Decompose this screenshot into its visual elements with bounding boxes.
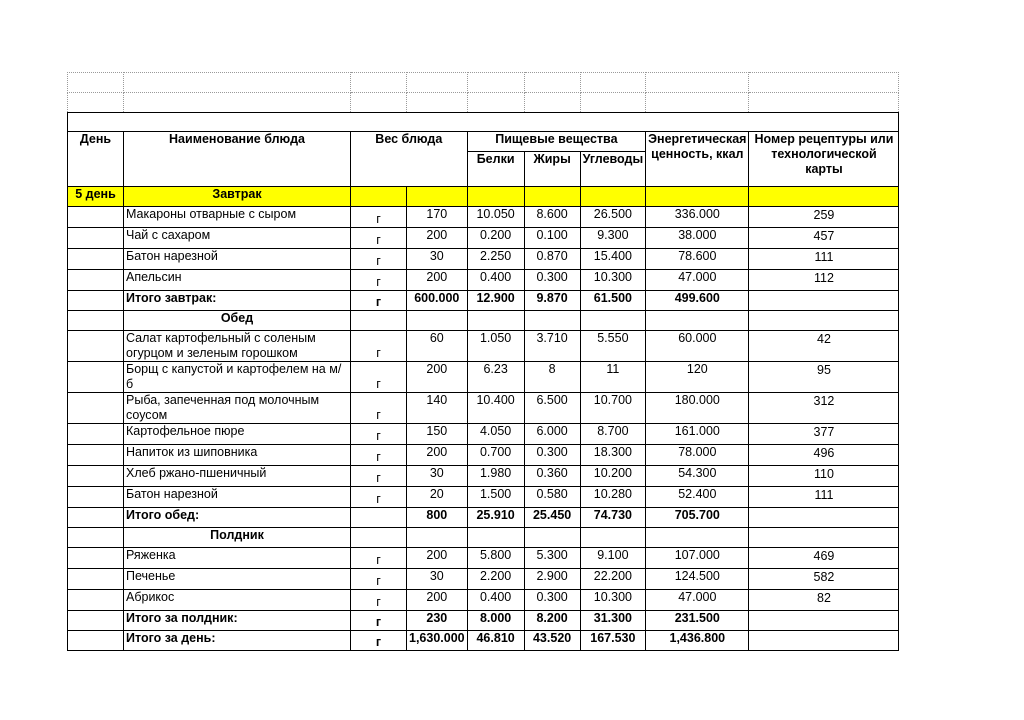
proteins: 1.980 [467,466,524,487]
fats: 2.900 [524,569,580,590]
dish-name: Абрикос [124,590,351,611]
proteins: 0.400 [467,270,524,291]
carbs: 5.550 [580,331,646,362]
unit: г [351,445,407,466]
carbs: 10.280 [580,487,646,508]
day-cell [68,362,124,393]
empty-grid-row [68,73,899,93]
fats: 5.300 [524,548,580,569]
menu-table [67,72,899,651]
fats: 0.300 [524,590,580,611]
unit: г [351,590,407,611]
header-weight: Вес блюда [351,132,468,187]
table-row [68,228,899,249]
proteins: 1.050 [467,331,524,362]
day-cell [68,249,124,270]
day-cell [68,487,124,508]
recipe-number: 95 [749,362,899,393]
empty-cell [467,311,524,331]
recipe-number: 82 [749,590,899,611]
weight: 150 [407,424,468,445]
unit [351,508,407,528]
weight: 600.000 [407,291,468,311]
carbs: 18.300 [580,445,646,466]
carbs: 9.100 [580,548,646,569]
section-row [68,528,899,548]
unit: г [351,487,407,508]
fats: 8.200 [524,611,580,631]
dish-name: Батон нарезной [124,487,351,508]
table-row [68,270,899,291]
table-row [68,207,899,228]
recipe-number: 111 [749,249,899,270]
proteins: 25.910 [467,508,524,528]
dish-name: Рыба, запеченная под молочным соусом [124,393,351,424]
header-day: День [68,132,124,187]
section-title: Полдник [124,528,351,548]
header-row [68,132,899,152]
total-label: Итого за день: [124,631,351,651]
table-row [68,548,899,569]
day-cell [68,393,124,424]
recipe-number: 496 [749,445,899,466]
total-label: Итого завтрак: [124,291,351,311]
header-energy: Энергетическая ценность, ккал [646,132,749,187]
total-row [68,291,899,311]
table-row [68,445,899,466]
empty-cell [351,311,407,331]
weight: 200 [407,228,468,249]
energy: 705.700 [646,508,749,528]
day-cell [68,548,124,569]
header-proteins: Белки [467,152,524,187]
carbs: 8.700 [580,424,646,445]
unit: г [351,249,407,270]
unit: г [351,362,407,393]
day-cell [68,331,124,362]
unit: г [351,291,407,311]
fats: 0.300 [524,270,580,291]
day-cell [68,528,124,548]
dish-name: Печенье [124,569,351,590]
fats: 0.360 [524,466,580,487]
fats: 0.580 [524,487,580,508]
dish-name: Чай с сахаром [124,228,351,249]
total-label: Итого обед: [124,508,351,528]
unit: г [351,424,407,445]
recipe-number: 312 [749,393,899,424]
day-cell [68,631,124,651]
fats: 0.300 [524,445,580,466]
empty-cell [524,528,580,548]
section-title-breakfast: Завтрак [124,187,351,207]
empty-cell [749,528,899,548]
unit: г [351,228,407,249]
carbs: 74.730 [580,508,646,528]
day-cell [68,270,124,291]
dish-name: Апельсин [124,270,351,291]
carbs: 11 [580,362,646,393]
total-row [68,508,899,528]
proteins: 12.900 [467,291,524,311]
total-label: Итого за полдник: [124,611,351,631]
carbs: 10.300 [580,590,646,611]
unit: г [351,611,407,631]
carbs: 26.500 [580,207,646,228]
table-row [68,249,899,270]
fats: 3.710 [524,331,580,362]
dish-name: Ряженка [124,548,351,569]
empty-cell [524,311,580,331]
table-row [68,590,899,611]
unit: г [351,548,407,569]
empty-cell [646,311,749,331]
weight: 140 [407,393,468,424]
recipe-number: 259 [749,207,899,228]
carbs: 167.530 [580,631,646,651]
weight: 20 [407,487,468,508]
weight: 30 [407,249,468,270]
proteins: 10.050 [467,207,524,228]
empty-cell [351,528,407,548]
weight: 800 [407,508,468,528]
fats: 6.000 [524,424,580,445]
table-row [68,362,899,393]
carbs: 22.200 [580,569,646,590]
weight: 200 [407,445,468,466]
header-fats: Жиры [524,152,580,187]
carbs: 10.700 [580,393,646,424]
fats: 0.100 [524,228,580,249]
day-cell [68,569,124,590]
proteins: 46.810 [467,631,524,651]
recipe-number [749,508,899,528]
day-cell [68,508,124,528]
dish-name: Батон нарезной [124,249,351,270]
recipe-number: 112 [749,270,899,291]
dish-name: Борщ с капустой и картофелем на м/б [124,362,351,393]
empty-cell [407,528,468,548]
carbs: 9.300 [580,228,646,249]
recipe-number [749,631,899,651]
day-cell [68,424,124,445]
weight: 60 [407,331,468,362]
energy: 54.300 [646,466,749,487]
energy: 78.000 [646,445,749,466]
empty-cell [580,311,646,331]
fats: 8.600 [524,207,580,228]
proteins: 10.400 [467,393,524,424]
recipe-number: 582 [749,569,899,590]
unit: г [351,393,407,424]
proteins: 1.500 [467,487,524,508]
empty-cell [646,528,749,548]
energy: 78.600 [646,249,749,270]
weight: 200 [407,590,468,611]
energy: 231.500 [646,611,749,631]
weight: 200 [407,548,468,569]
fats: 8 [524,362,580,393]
recipe-number [749,291,899,311]
energy: 1,436.800 [646,631,749,651]
fats: 0.870 [524,249,580,270]
carbs: 10.200 [580,466,646,487]
table-row [68,487,899,508]
unit: г [351,631,407,651]
table-row [68,569,899,590]
header-dish-name: Наименование блюда [124,132,351,187]
header-nutrients: Пищевые вещества [467,132,646,152]
dish-name: Картофельное пюре [124,424,351,445]
proteins: 4.050 [467,424,524,445]
proteins: 5.800 [467,548,524,569]
proteins: 6.23 [467,362,524,393]
energy: 120 [646,362,749,393]
proteins: 8.000 [467,611,524,631]
day-cell [68,445,124,466]
weight: 1,630.000 [407,631,468,651]
carbs: 61.500 [580,291,646,311]
day-cell [68,466,124,487]
day-cell [68,228,124,249]
unit: г [351,466,407,487]
energy: 52.400 [646,487,749,508]
header-carbs: Углеводы [580,152,646,187]
day-cell [68,611,124,631]
unit: г [351,207,407,228]
empty-cell [407,311,468,331]
breakfast-section-row [68,187,899,207]
unit: г [351,569,407,590]
proteins: 2.200 [467,569,524,590]
weight: 230 [407,611,468,631]
total-row [68,631,899,651]
carbs: 31.300 [580,611,646,631]
weight: 30 [407,466,468,487]
empty-cell [467,528,524,548]
section-row [68,311,899,331]
energy: 107.000 [646,548,749,569]
table-row [68,424,899,445]
fats: 25.450 [524,508,580,528]
energy: 60.000 [646,331,749,362]
energy: 47.000 [646,590,749,611]
table-row [68,393,899,424]
recipe-number [749,611,899,631]
header-recipe: Номер рецептуры или технологической карты [749,132,899,187]
recipe-number: 110 [749,466,899,487]
energy: 161.000 [646,424,749,445]
proteins: 0.400 [467,590,524,611]
weight: 170 [407,207,468,228]
section-title: Обед [124,311,351,331]
recipe-number: 469 [749,548,899,569]
day-cell [68,207,124,228]
day-cell [68,291,124,311]
weight: 200 [407,270,468,291]
proteins: 2.250 [467,249,524,270]
energy: 47.000 [646,270,749,291]
proteins: 0.200 [467,228,524,249]
recipe-number: 111 [749,487,899,508]
proteins: 0.700 [467,445,524,466]
energy: 499.600 [646,291,749,311]
energy: 336.000 [646,207,749,228]
dish-name: Напиток из шиповника [124,445,351,466]
energy: 38.000 [646,228,749,249]
dish-name: Хлеб ржано-пшеничный [124,466,351,487]
carbs: 15.400 [580,249,646,270]
recipe-number: 42 [749,331,899,362]
dish-name: Макароны отварные с сыром [124,207,351,228]
weight: 200 [407,362,468,393]
carbs: 10.300 [580,270,646,291]
fats: 9.870 [524,291,580,311]
fats: 6.500 [524,393,580,424]
day-label: 5 день [68,187,124,207]
unit: г [351,270,407,291]
fats: 43.520 [524,631,580,651]
weight: 30 [407,569,468,590]
table-row [68,331,899,362]
day-cell [68,311,124,331]
energy: 180.000 [646,393,749,424]
recipe-number: 377 [749,424,899,445]
dish-name: Салат картофельный с соленым огурцом и зеленым горошком [124,331,351,362]
empty-cell [749,311,899,331]
unit: г [351,331,407,362]
empty-grid-row [68,93,899,113]
energy: 124.500 [646,569,749,590]
table-row [68,466,899,487]
blank-row [68,113,899,132]
recipe-number: 457 [749,228,899,249]
total-row [68,611,899,631]
day-cell [68,590,124,611]
empty-cell [580,528,646,548]
